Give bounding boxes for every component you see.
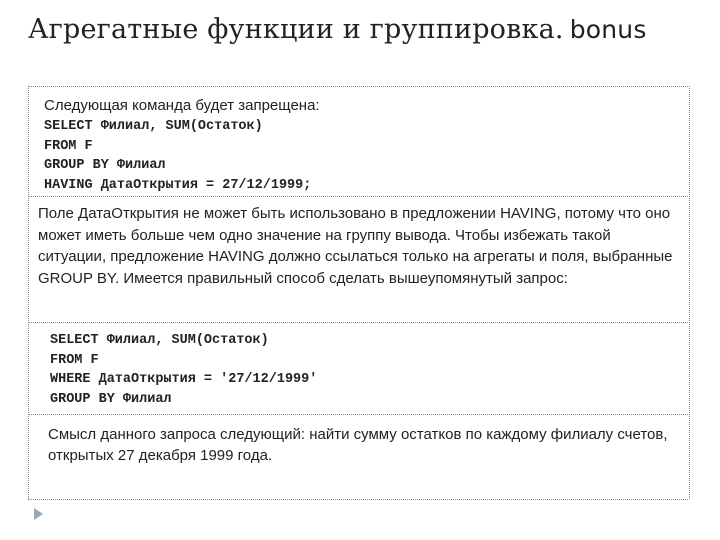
forbidden-query-code [44, 117, 311, 195]
slide-title [28, 14, 647, 45]
code-line: SELECT Филиал, SUM(Остаток) [44, 119, 263, 134]
title-main: Агрегатные функции и группировка. [28, 14, 564, 45]
code-line: FROM F [50, 352, 99, 368]
correct-query-code [50, 331, 317, 409]
triangle-bullet-icon [34, 508, 43, 520]
code-line: SELECT Филиал, SUM(Остаток) [50, 333, 269, 348]
code-line: HAVING ДатаОткрытия = 27/12/1999; [44, 177, 312, 193]
code-line: WHERE ДатаОткрытия = '27/12/1999' [50, 372, 318, 387]
title-suffix: bonus [569, 15, 647, 44]
code-line: FROM F [44, 138, 93, 154]
explanation-paragraph: Поле ДатаОткрытия не может быть использовано в предложении HAVING, потому что оно может иметь больше чем одно значение на группу вывода. Чтобы избежать такой ситуации, предложение HAVING должно ссылаться только на агрегаты и поля, выбранные GROUP BY. Имеется правильный способ сделать вышеупомянутый запрос: [38, 205, 673, 287]
bottom-divider [28, 499, 688, 500]
section-divider [28, 196, 688, 197]
section-divider [28, 414, 688, 415]
code-line: GROUP BY Филиал [44, 158, 166, 173]
code-line: GROUP BY Филиал [50, 391, 172, 407]
section-divider [28, 322, 688, 323]
intro-text: Следующая команда будет запрещена: [44, 97, 320, 114]
conclusion-paragraph: Смысл данного запроса следующий: найти сумму остатков по каждому филиалу счетов, открытых 27 декабря 1999 года. [48, 426, 668, 464]
